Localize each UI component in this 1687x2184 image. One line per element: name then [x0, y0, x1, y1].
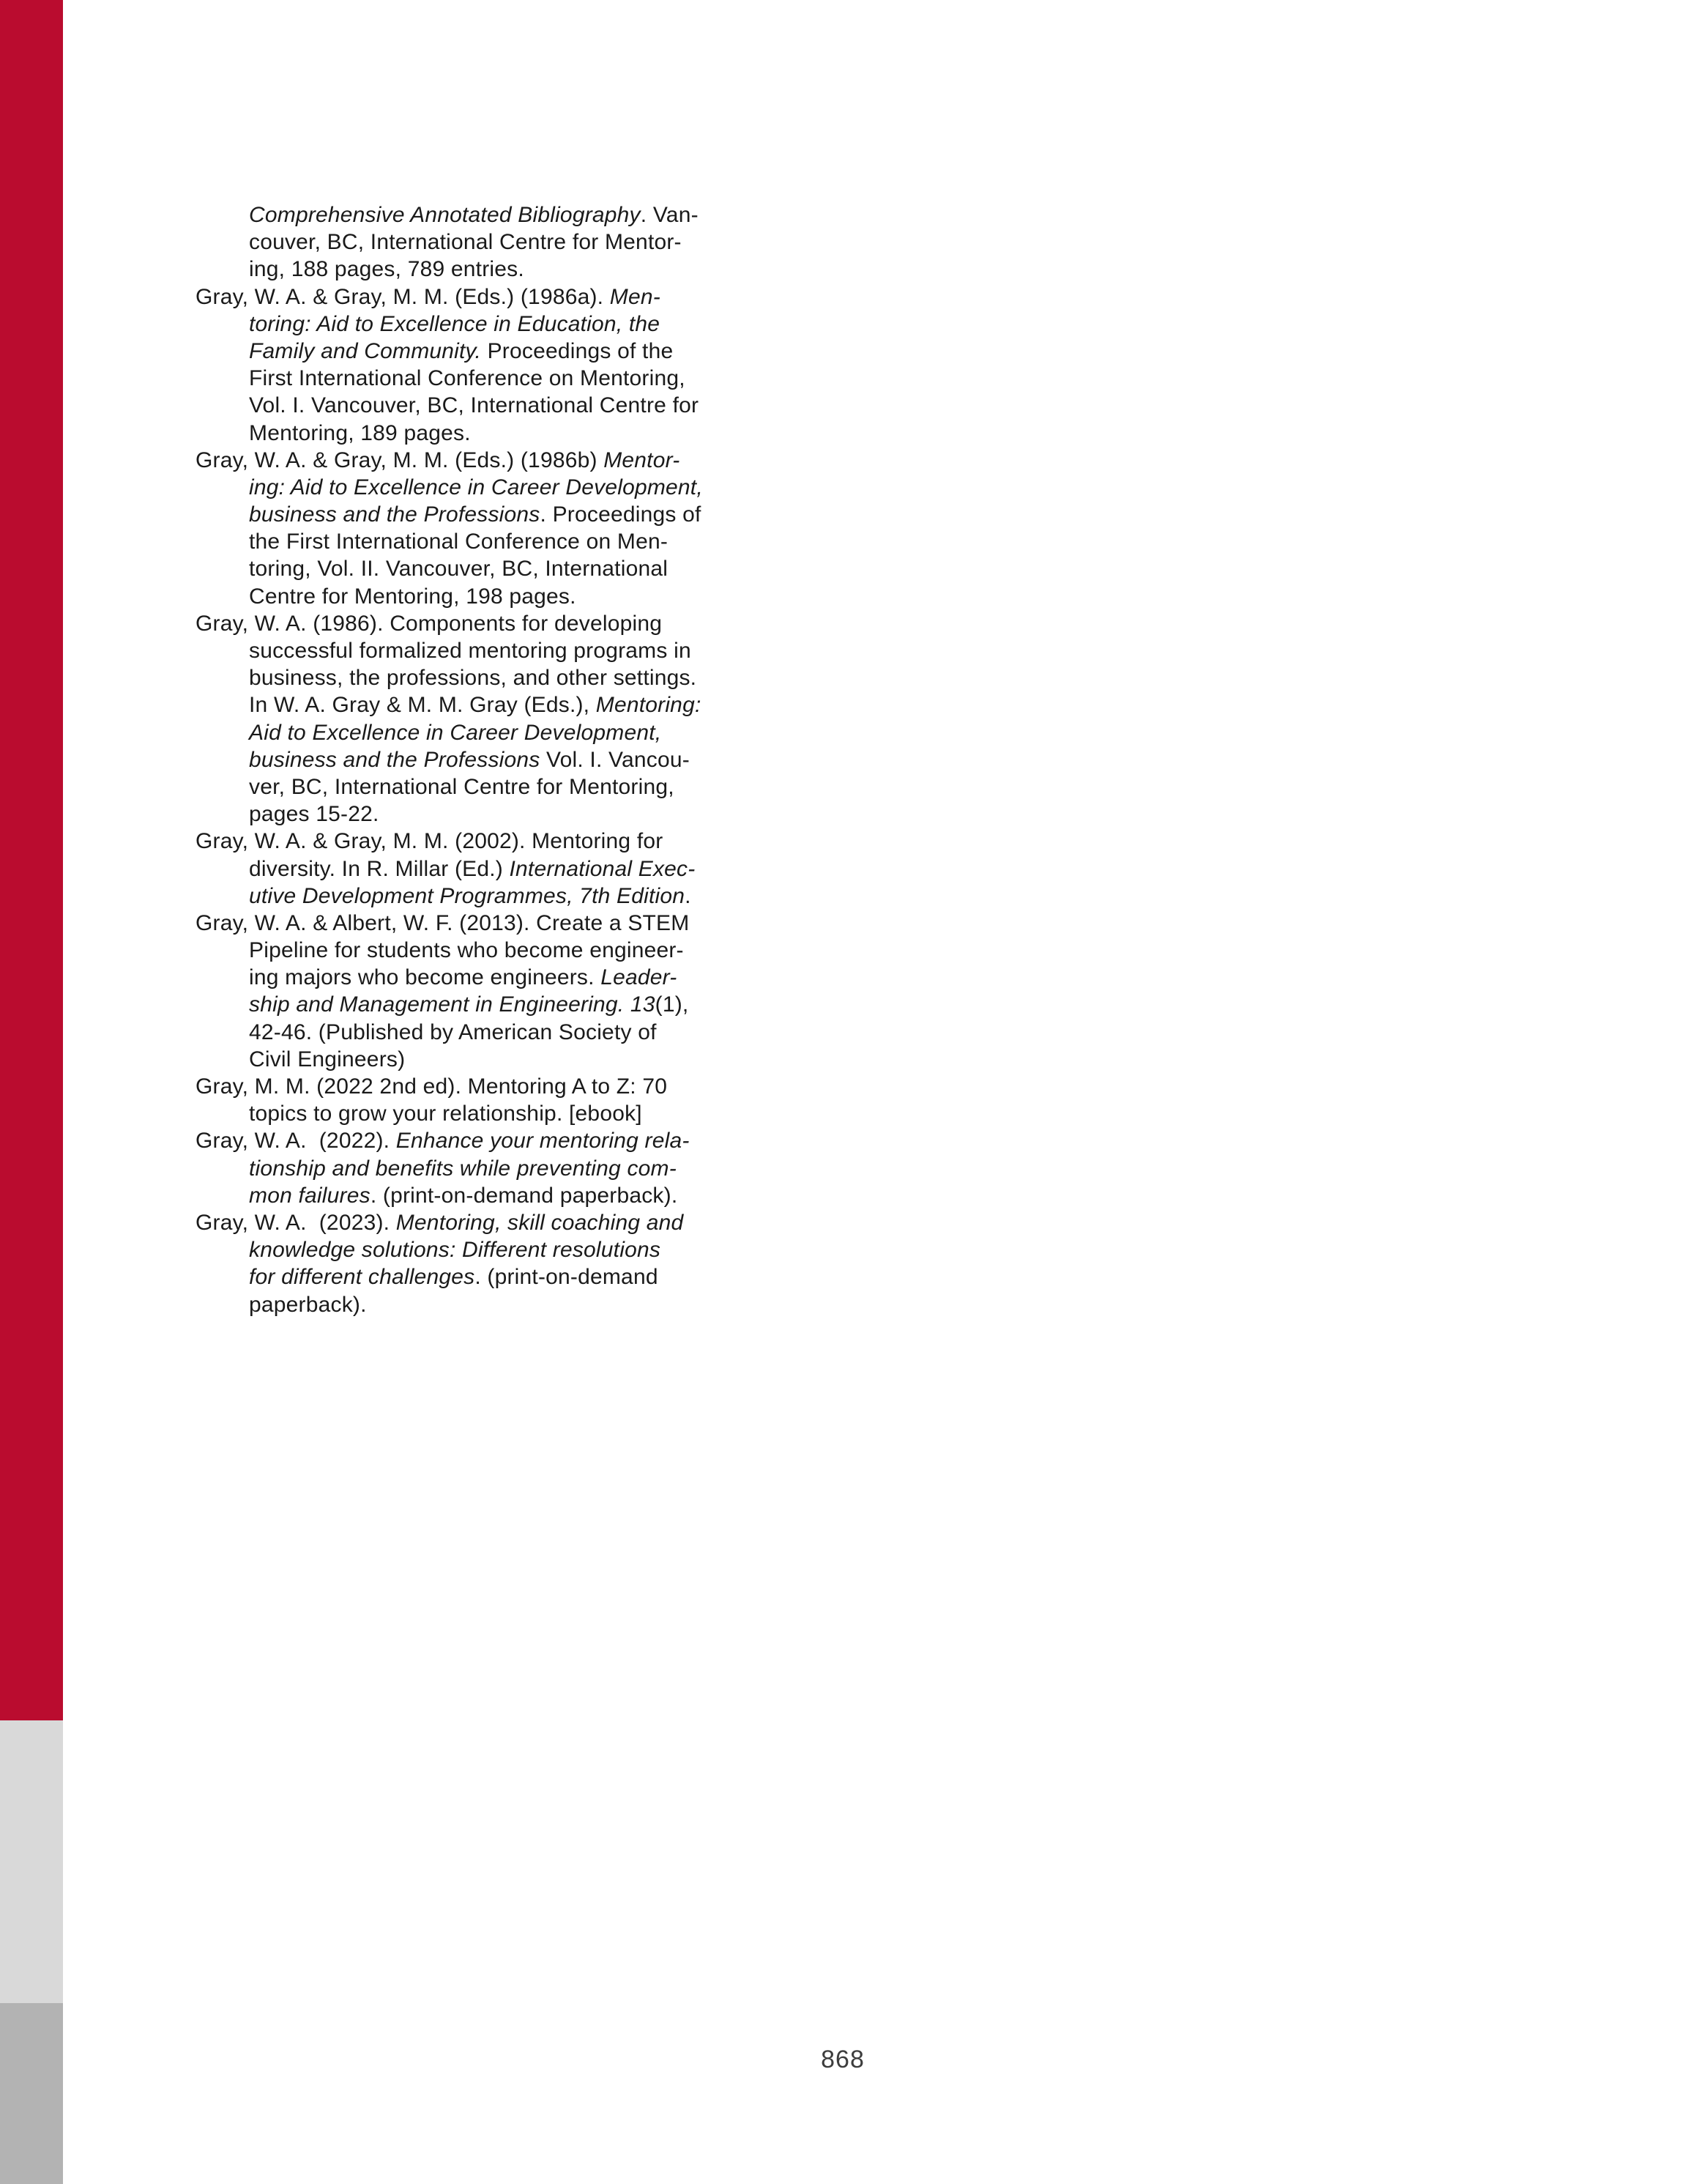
- reference-text: . (print-on-demand: [474, 1265, 658, 1290]
- reference-text: . Proceedings of: [540, 502, 701, 527]
- reference-text: Centre for Mentoring, 198 pages.: [249, 584, 576, 609]
- reference-line: [195, 311, 825, 338]
- reference-line: [195, 1236, 825, 1263]
- reference-entry: [195, 828, 825, 910]
- italic-title-text: utive Development Programmes, 7th Edition: [249, 883, 685, 908]
- italic-title-text: for different challenges: [249, 1265, 475, 1290]
- reference-text: successful formalized mentoring programs in: [249, 639, 691, 663]
- italic-title-text: ing: Aid to Excellence in Career Development,: [249, 475, 703, 499]
- reference-line: [195, 991, 825, 1018]
- reference-text: Gray, M. M. (2022 2nd ed). Mentoring A to Z: 70: [195, 1074, 668, 1099]
- italic-title-text: knowledge solutions: Different resolutions: [249, 1238, 661, 1263]
- reference-text: the First International Conference on Men-: [249, 530, 669, 554]
- reference-text: business, the professions, and other settings.: [249, 666, 697, 691]
- page-number: 868: [821, 2046, 865, 2073]
- reference-line: [195, 691, 825, 718]
- italic-title-text: Men-: [609, 284, 660, 309]
- italic-title-text: Enhance your mentoring rela-: [395, 1129, 690, 1154]
- reference-line: [195, 1182, 825, 1209]
- reference-line: [195, 664, 825, 691]
- italic-title-text: toring: Aid to Excellence in Education, the: [249, 311, 660, 336]
- reference-text: .: [685, 883, 691, 908]
- reference-text: Pipeline for students who become engineer-: [249, 938, 684, 963]
- reference-text: Gray, W. A. (2023).: [195, 1210, 396, 1235]
- reference-line: [195, 610, 825, 637]
- italic-title-text: business and the Professions: [249, 502, 540, 527]
- reference-text: Gray, W. A. & Gray, M. M. (2002). Mentoring for: [195, 829, 663, 854]
- reference-text: topics to grow your relationship. [ebook]: [249, 1102, 642, 1126]
- reference-text: ing majors who become engineers.: [249, 965, 601, 990]
- reference-entry: [195, 201, 825, 283]
- reference-line: [195, 746, 825, 773]
- reference-text: Gray, W. A. & Gray, M. M. (Eds.) (1986a).: [195, 284, 610, 309]
- reference-text: toring, Vol. II. Vancouver, BC, International: [249, 557, 669, 582]
- reference-text: Gray, W. A. (1986). Components for developing: [195, 611, 663, 636]
- reference-line: [195, 555, 825, 582]
- reference-line: [195, 474, 825, 501]
- reference-entry: [195, 610, 825, 828]
- reference-line: [195, 229, 825, 256]
- reference-line: [195, 1046, 825, 1073]
- reference-entry: [195, 283, 825, 447]
- reference-line: [195, 392, 825, 419]
- reference-text: pages 15-22.: [249, 802, 379, 827]
- reference-line: [195, 637, 825, 664]
- reference-line: [195, 719, 825, 746]
- reference-line: [195, 773, 825, 801]
- reference-text: diversity. In R. Millar (Ed.): [249, 856, 510, 881]
- reference-line: [195, 1019, 825, 1046]
- italic-title-text: business and the Professions: [249, 747, 540, 772]
- reference-text: Gray, W. A. & Gray, M. M. (Eds.) (1986b): [195, 447, 604, 472]
- reference-text: . Van-: [640, 203, 699, 227]
- italic-title-text: Aid to Excellence in Career Development,: [249, 720, 662, 745]
- reference-line: [195, 528, 825, 555]
- italic-title-text: tionship and benefits while preventing com-: [249, 1156, 677, 1181]
- reference-text: paperback).: [249, 1292, 367, 1317]
- sidebar-accent-dark-gray: [0, 2003, 63, 2184]
- italic-title-text: mon failures: [249, 1183, 370, 1208]
- italic-title-text: ship and Management in Engineering. 13: [249, 992, 655, 1017]
- reference-entry: [195, 447, 825, 610]
- reference-text: Gray, W. A. (2022).: [195, 1129, 396, 1154]
- reference-entry: [195, 1209, 825, 1318]
- italic-title-text: International Exec-: [509, 856, 696, 881]
- reference-line: [195, 201, 825, 229]
- italic-title-text: Mentoring:: [595, 693, 701, 718]
- reference-line: [195, 1127, 825, 1154]
- reference-text: couver, BC, International Centre for Mentor-: [249, 230, 682, 255]
- reference-entry: [195, 1127, 825, 1209]
- reference-line: [195, 828, 825, 855]
- italic-title-text: Mentoring, skill coaching and: [395, 1210, 684, 1235]
- italic-title-text: Leader-: [600, 965, 677, 990]
- reference-text: ing, 188 pages, 789 entries.: [249, 257, 524, 282]
- reference-line: [195, 910, 825, 937]
- reference-line: [195, 338, 825, 365]
- reference-line: [195, 501, 825, 528]
- reference-text: Proceedings of the: [481, 338, 674, 363]
- reference-line: [195, 1073, 825, 1100]
- reference-line: [195, 964, 825, 991]
- reference-line: [195, 937, 825, 964]
- reference-entry: [195, 910, 825, 1073]
- italic-title-text: Comprehensive Annotated Bibliography: [249, 203, 641, 227]
- reference-line: [195, 256, 825, 283]
- reference-line: [195, 420, 825, 447]
- sidebar-accent-gray: [0, 1720, 63, 2003]
- reference-line: [195, 283, 825, 311]
- italic-title-text: Mentor-: [603, 447, 680, 472]
- reference-text: ver, BC, International Centre for Mentoring,: [249, 774, 674, 799]
- reference-text: Gray, W. A. & Albert, W. F. (2013). Create a STEM: [195, 910, 690, 935]
- reference-line: [195, 583, 825, 610]
- sidebar-accent-red: [0, 0, 63, 1720]
- reference-line: [195, 801, 825, 828]
- reference-line: [195, 1263, 825, 1290]
- reference-line: [195, 365, 825, 392]
- italic-title-text: Family and Community.: [249, 338, 482, 363]
- reference-text: First International Conference on Mentoring,: [249, 366, 685, 391]
- reference-text: Mentoring, 189 pages.: [249, 420, 471, 445]
- reference-entry: [195, 1073, 825, 1127]
- reference-text: In W. A. Gray & M. M. Gray (Eds.),: [249, 693, 596, 718]
- reference-text: Vol. I. Vancouver, BC, International Centre for: [249, 393, 699, 418]
- reference-line: [195, 447, 825, 474]
- reference-text: Civil Engineers): [249, 1047, 406, 1071]
- reference-line: [195, 1155, 825, 1182]
- reference-line: [195, 1291, 825, 1318]
- reference-text: Vol. I. Vancou-: [540, 747, 690, 772]
- reference-line: [195, 883, 825, 910]
- reference-text: . (print-on-demand paperback).: [370, 1183, 678, 1208]
- reference-line: [195, 1209, 825, 1236]
- reference-text: (1),: [655, 992, 689, 1017]
- reference-line: [195, 1100, 825, 1127]
- reference-line: [195, 855, 825, 883]
- reference-text: 42-46. (Published by American Society of: [249, 1019, 657, 1044]
- references-column: [195, 201, 825, 1318]
